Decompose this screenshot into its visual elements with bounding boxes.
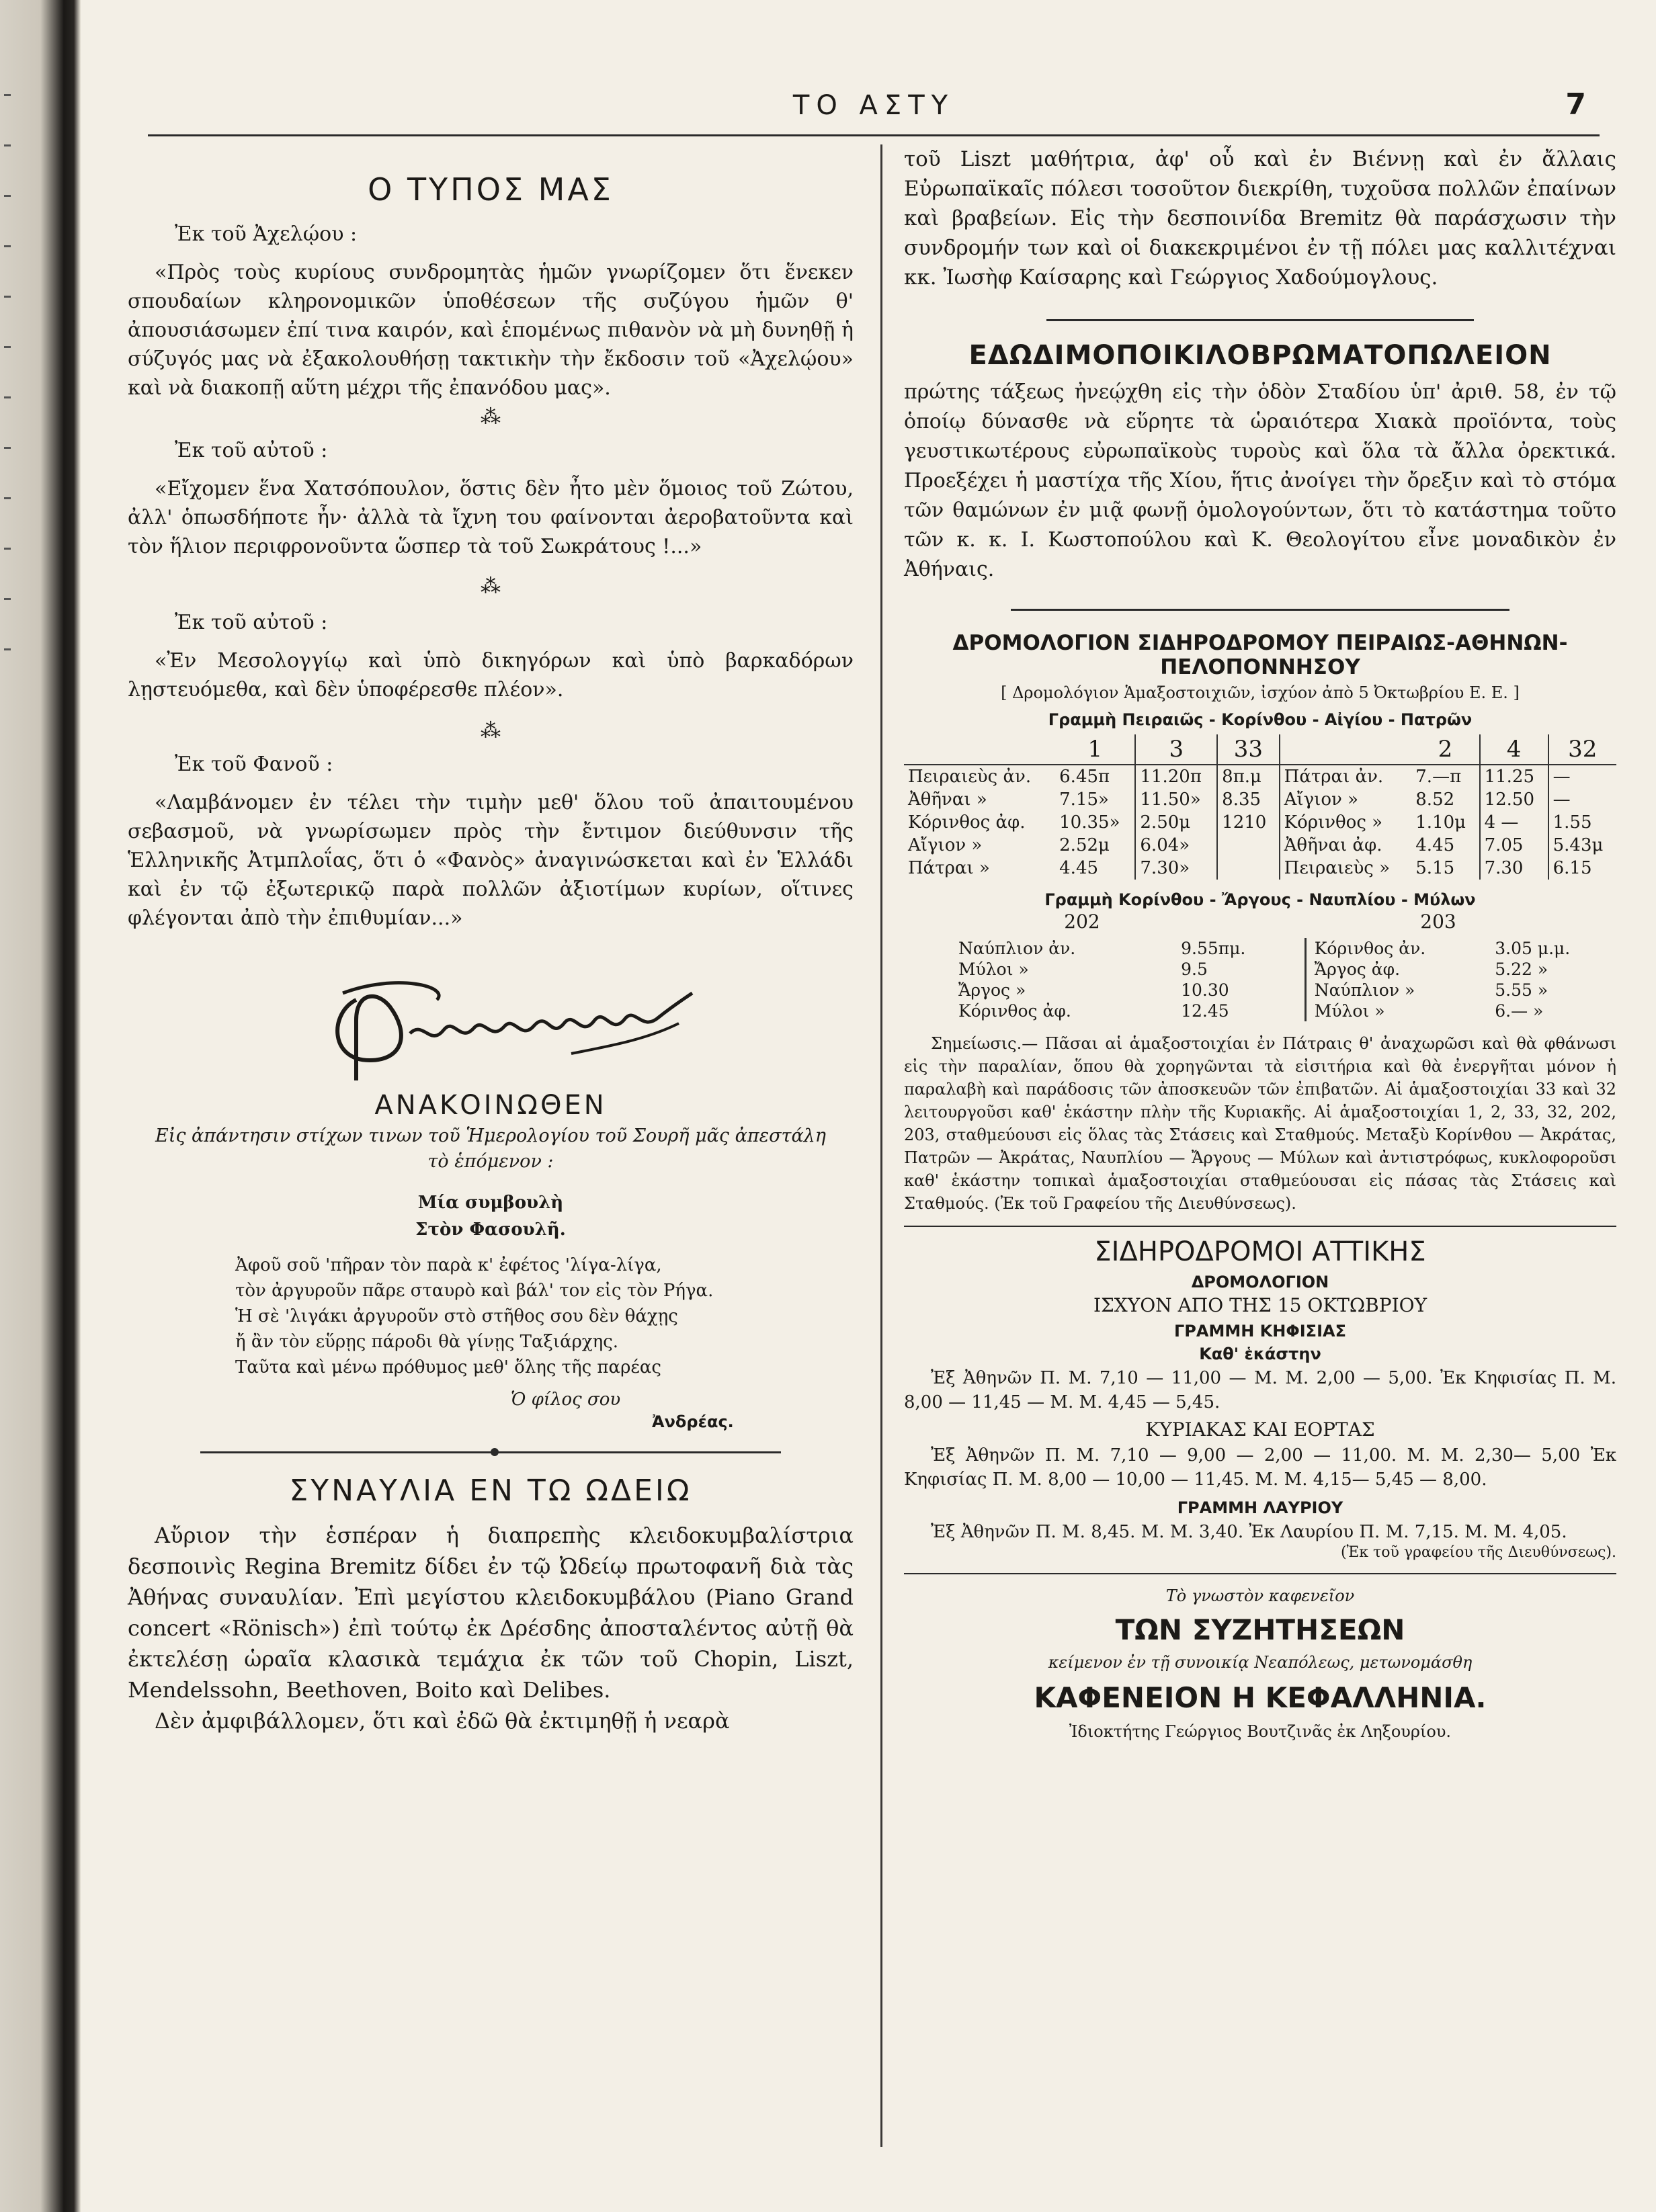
table-cell: Ναύπλιον ἀν. — [958, 939, 1076, 958]
entry-source: Ἐκ τοῦ Ἀχελῴου : — [175, 222, 358, 246]
table-row — [1305, 980, 1615, 1001]
entry-text: «Ἐν Μεσολογγίῳ καὶ ὑπὸ δικηγόρων καὶ ὑπὸ βαρκαδόρων λῃστευόμεθα, καὶ δὲν ὑποφέρεσθε πλέον». — [128, 649, 854, 701]
ad-title: ΕΔΩΔΙΜΟΠΟΙΚΙΛΟΒΡΩΜΑΤΟΠΩΛΕΙΟΝ — [968, 340, 1552, 371]
table-cell: Κόρινθος ἀφ. — [908, 812, 1026, 833]
table-header — [904, 734, 1055, 765]
table-cell: Ἀθῆναι ἀφ. — [1280, 834, 1412, 857]
table-cell: 10.35» — [1059, 812, 1120, 833]
section-divider — [1046, 319, 1474, 321]
ad-name: ΤΩΝ ΣΥΖΗΤΗΣΕΩΝ — [1115, 1613, 1405, 1646]
table-cell: Πειραιεὺς » — [1280, 857, 1412, 880]
section-synavlia — [128, 1474, 854, 1736]
article-text: Αὔριον τὴν ἑσπέραν ἡ διαπρεπὴς κλειδοκυμβαλίστρια δεσποινὶς Regina Bremitz δίδει ἐν τῷ Ὠδείῳ πρωτοφανῆ διὰ τὰς Ἀθήνας συναυλίαν. Ἐπὶ μεγίστου κλειδοκυμβάλου (Piano Grand concert «Rönisch») ἐπὶ τούτῳ ἐκ Δρέσδης ἀποσταλέντος αὐτῇ θὰ ἐκτελέσῃ ὡραῖα κλασικὰ τεμάχια ἐκ τῶν τοῦ Chopin, Liszt, Mendelssohn, Beethoven, Boito καὶ Delibes. — [128, 1523, 854, 1703]
timetable-main — [904, 734, 1616, 880]
table-cell: 5.43μ — [1548, 834, 1616, 857]
poem-line: Ἡ σὲ 'λιγάκι ἀργυροῦν στὸ στῆθος σου δὲν θάχῃς — [235, 1306, 678, 1326]
table-cell: Κόρινθος ἀφ. — [958, 1001, 1071, 1021]
ad-intro: Τὸ γνωστὸν καφενεῖον — [1165, 1586, 1355, 1605]
timetable-title: ΔΡΟΜΟΛΟΓΙΟΝ ΣΙΔΗΡΟΔΡΟΜΟΥ ΠΕΙΡΑΙΩΣ-ΑΘΗΝΩΝ-ΠΕΛΟΠΟΝΝΗΣΟΥ — [952, 631, 1568, 679]
ad-newname: ΚΑΦΕΝΕΙΟΝ Η ΚΕΦΑΛΛΗΝΙΑ. — [1034, 1681, 1487, 1714]
entry-text: «Εἴχομεν ἕνα Χατσόπουλον, ὅστις δὲν ἦτο μὲν ὅμοιος τοῦ Ζώτου, ἀλλ' ὁπωσδήποτε ἦν· ἀλλὰ τὰ ἴχνη του φαίνονται ἀεροβατοῦντα καὶ τὸν ἥλιον περιφρονοῦντα ὥσπερ τὰ τοῦ Σωκράτους !...» — [128, 477, 854, 558]
table-header: 4 — [1480, 734, 1548, 765]
table-cell: 11.50» — [1135, 788, 1217, 811]
schedule-source: (Ἐκ τοῦ γραφείου τῆς Διευθύνσεως). — [1340, 1544, 1616, 1561]
table-cell: — — [1548, 765, 1616, 788]
article-continued: τοῦ Liszt μαθήτρια, ἀφ' οὗ καὶ ἐν Βιέννῃ καὶ ἐν ἄλλαις Εὐρωπαϊκαῖς πόλεσι τοσοῦτον διεκρίθη, τυχοῦσα πολλῶν ἐπαίνων καὶ βραβείων. Εἰς τὴν δεσποινίδα Bremitz θὰ παράσχωσιν τὴν συνδρομήν των καὶ οἱ διακεκριμένοι ἐν τῇ πόλει μας καλλιτέχναι κκ. Ἰωσὴφ Καίσαρης καὶ Γεώργιος Χαδούμογλους. — [904, 147, 1616, 290]
table-row — [958, 938, 1305, 959]
table-cell: 7.05 — [1480, 834, 1548, 857]
schedule-text: Ἐξ Ἀθηνῶν Π. Μ. 7,10 — 11,00 — Μ. Μ. 2,00 — 5,00. Ἐκ Κηφισίας Π. Μ. 8,00 — 11,45 — Μ. Μ. 4,45 — 5,45. — [904, 1368, 1616, 1412]
table-cell: Κόρινθος » — [1280, 811, 1412, 834]
table-header-row — [904, 734, 1616, 765]
section-divider — [1011, 609, 1509, 611]
poem-closing: Ὁ φίλος σου — [511, 1390, 621, 1410]
table-cell: 8.52 — [1415, 790, 1455, 810]
table-header: 2 — [1411, 734, 1479, 765]
table-cell: Κόρινθος ἀν. — [1314, 939, 1426, 958]
table-cell: 7.—π — [1415, 767, 1462, 787]
table-row — [1305, 1001, 1615, 1021]
table-cell: 6.15 — [1548, 857, 1616, 880]
table-cell: 8.35 — [1217, 788, 1280, 811]
table-cell — [1217, 857, 1280, 880]
entry-source: Ἐκ τοῦ αὐτοῦ : — [175, 439, 328, 462]
table-cell: 7.15» — [1059, 790, 1109, 810]
line-title: Γραμμὴ Κορίνθου - Ἄργους - Ναυπλίου - Μύλων — [1044, 890, 1476, 909]
table-cell: 6.45π — [1059, 767, 1110, 787]
left-column — [128, 144, 854, 1736]
section-divider — [200, 1451, 781, 1453]
table-cell: Πάτραι ἀν. — [1280, 765, 1412, 788]
train-codes — [904, 910, 1616, 933]
poem-line: ἤ ἂν τὸν εὕρῃς πάροδι θὰ γίνῃς Ταξιάρχης. — [235, 1332, 619, 1352]
section-title: ΣΙΔΗΡΟΔΡΟΜΟΙ ΑΤΤΙΚΗΣ — [1094, 1236, 1426, 1267]
line-heading: ΚΥΡΙΑΚΑΣ ΚΑΙ ΕΟΡΤΑΣ — [1145, 1418, 1375, 1441]
ad-description: κείμενον ἐν τῇ συνοικίᾳ Νεαπόλεως, μετωνομάσθη — [1048, 1653, 1473, 1672]
table-row — [904, 857, 1616, 880]
entry-source: Ἐκ τοῦ Φανοῦ : — [175, 753, 333, 776]
table-cell: Ἀθῆναι » — [908, 790, 987, 810]
table-cell: 6.04» — [1135, 834, 1217, 857]
timetable-left — [958, 938, 1305, 1021]
table-cell: 1210 — [1217, 811, 1280, 834]
section-dromologion — [904, 631, 1616, 1215]
table-cell: 9.55πμ. — [1181, 939, 1246, 958]
ad-owner: Ἰδιοκτήτης Γεώργιος Βουτζινᾶς ἐκ Ληξουρίου. — [1069, 1722, 1452, 1741]
column-divider — [880, 144, 882, 2147]
section-kafeneion — [904, 1586, 1616, 1741]
ad-text: πρώτης τάξεως ἠνεῴχθη εἰς τὴν ὁδὸν Σταδίου ὑπ' ἀριθ. 58, ἐν τῷ ὁποίῳ δύνασθε νὰ εὕρητε τὰ ὡραιότερα Χιακὰ προϊόντα, τοὺς γευστικωτέρους εὐρωπαϊκοὺς τυροὺς καὶ ὅλα τὰ ἄλλα ὀρεκτικά. Προεξέχει ἡ μαστίχα τῆς Χίου, ἥτις ἀνοίγει τὴν ὄρεξιν καὶ τὸ στόμα τῶν θαμώνων ἐν μιᾷ φωνῇ ὁμολογούντων, ὅτι τὸ κατάστημα τοῦτο τῶν κ. κ. Ι. Κωστοπούλου καὶ Κ. Θεολογίτου εἶνε μοναδικὸν ἐν Ἀθήναις. — [904, 380, 1616, 581]
table-cell: 11.20π — [1135, 765, 1217, 788]
line-title: Γραμμὴ Πειραιῶς - Κορίνθου - Αἰγίου - Πατρῶν — [1048, 710, 1473, 729]
intro-text: Εἰς ἀπάντησιν στίχων τινων τοῦ Ἡμερολογίου τοῦ Σουρῆ μᾶς ἀπεστάλη τὸ ἑπόμενον : — [155, 1125, 826, 1172]
table-cell: 5.15 — [1415, 858, 1455, 878]
subheading: ΙΣΧΥΟΝ ΑΠΟ ΤΗΣ 15 ΟΚΤΩΒΡΙΟΥ — [1093, 1294, 1427, 1316]
table-cell: — — [1548, 788, 1616, 811]
table-cell: 5.22 » — [1495, 960, 1548, 979]
entry-text: «Λαμβάνομεν ἐν τέλει τὴν τιμὴν μεθ' ὅλου τοῦ ἀπαιτουμένου σεβασμοῦ, νὰ γνωρίσωμεν πρὸς τὴν ἔντιμον διεύθυνσιν τῆς Ἑλληνικῆς Ἀτμπλοΐας, ὅτι ὁ «Φανὸς» ἀναγινώσκεται καὶ ἐν Ἑλλάδι καὶ ἐν τῷ ἐξωτερικῷ παρὰ πολλῶν ἀξιοτίμων κυρίων, οἵτινες φλέγονται ἀπὸ τὴν ἐπιθυμίαν...» — [128, 791, 854, 930]
table-row — [904, 811, 1616, 834]
timetable-right — [1305, 938, 1616, 1021]
newspaper-name: ΤΟ ΑΣΤΥ — [792, 90, 955, 121]
subheading: ΔΡΟΜΟΛΟΓΙΟΝ — [1191, 1273, 1329, 1291]
table-cell: 8π.μ — [1217, 765, 1280, 788]
table-cell: Αἴγιον » — [908, 835, 983, 855]
section-divider — [904, 1226, 1616, 1227]
poem-heading: Μία συμβουλὴ — [417, 1193, 564, 1213]
table-cell: Ἄργος » — [958, 980, 1026, 1000]
table-cell: Αἴγιον » — [1280, 788, 1412, 811]
table-cell: Μύλοι » — [1314, 1001, 1385, 1021]
handwritten-signature — [316, 953, 706, 1080]
table-cell: 12.45 — [1181, 1001, 1229, 1021]
timetable-subtitle: [ Δρομολόγιον Ἁμαξοστοιχιῶν, ἰσχύον ἀπὸ 5 Ὀκτωβρίου Ε. Ε. ] — [1001, 683, 1520, 702]
section-anakoinothen — [128, 1090, 854, 1431]
section-title: ΑΝΑΚΟΙΝΩΘΕΝ — [374, 1090, 607, 1121]
table-cell: 6.— » — [1495, 1001, 1544, 1021]
train-code: 203 — [1420, 910, 1456, 933]
timetable-note: Σημείωσις.— Πᾶσαι αἱ ἁμαξοστοιχίαι ἐν Πάτραις θ' ἀναχωρῶσι καὶ θὰ φθάνωσι εἰς τὴν παραλίαν, ὅπου θὰ χορηγῶνται τὰ εἰσιτήρια καὶ θὰ ἐνεργῆται μόνον ἡ παραλαβὴ καὶ παράδοσις τῶν ἀποσκευῶν τῶν ἐπιβατῶν. Αἱ ἁμαξοστοιχίαι 33 καὶ 32 λειτουργοῦσι καθ' ἑκάστην πλὴν τῆς Κυριακῆς. Αἱ ἁμαξοστοιχίαι 1, 2, 33, 32, 202, 203, σταθμεύουσι εἰς ὅλας τὰς Στάσεις καὶ Σταθμούς. Μεταξὺ Κορίνθου — Ἀκράτας, Πατρῶν — Ἀκράτας, Ναυπλίου — Ἄργους — Μύλων καὶ ἀντιστρόφως, κυκλοφοροῦσι καθ' ἑκάστην τοπικαὶ ἁμαξοστοιχίαι σταθμεύουσαι εἰς πάσας τὰς Στάσεις καὶ Σταθμούς. (Ἐκ τοῦ Γραφείου τῆς Διευθύνσεως). — [904, 1034, 1616, 1213]
entry-text: «Πρὸς τοὺς κυρίους συνδρομητὰς ἡμῶν γνωρίζομεν ὅτι ἕνεκεν σπουδαίων κληρονομικῶν ὑποθέσεων τῆς συζύγου ἡμῶν θ' ἀπουσιάσωμεν ἐπί τινα καιρόν, καὶ ἑπομένως πιθανὸν νὰ μὴ δυνηθῇ ἡ σύζυγός μας νὰ ἐξακολουθήσῃ τακτικὴν τὴν ἔκδοσιν τοῦ «Ἀχελῴου» καὶ νὰ διακοπῇ αὕτη μέχρι τῆς ἐπανόδου μας». — [128, 261, 854, 400]
poem-subheading: Στὸν Φασουλῆ. — [415, 1220, 566, 1240]
article-text-tail: Δὲν ἀμφιβάλλομεν, ὅτι καὶ ἐδῶ θὰ ἐκτιμηθῇ ἡ νεαρὰ — [155, 1708, 730, 1734]
page-header — [148, 81, 1600, 136]
section-edodimo — [904, 340, 1616, 585]
table-cell: 2.52μ — [1059, 835, 1110, 855]
table-cell: 11.25 — [1480, 765, 1548, 788]
schedule-text: Ἐξ Ἀθηνῶν Π. Μ. 7,10 — 9,00 — 2,00 — 11,00. Μ. Μ. 2,30— 5,00 Ἐκ Κηφισίας Π. Μ. 8,00 — 10,00 — 11,45. Μ. Μ. 4,15— 5,45 — 8,00. — [904, 1445, 1616, 1490]
line-heading: Καθ' ἑκάστην — [1199, 1345, 1321, 1363]
table-cell: 7.30» — [1135, 857, 1217, 880]
table-header: 33 — [1217, 734, 1280, 765]
section-title: Ο ΤΥΠΟΣ ΜΑΣ — [368, 171, 614, 208]
table-row — [904, 788, 1616, 811]
table-row — [958, 959, 1305, 980]
table-cell — [1217, 834, 1280, 857]
table-cell: 3.05 μ.μ. — [1495, 939, 1571, 958]
section-attiki — [904, 1236, 1616, 1561]
table-row — [904, 765, 1616, 788]
poem-signature: Ἀνδρέας. — [652, 1412, 734, 1431]
asterism: ⁂ — [481, 575, 501, 598]
table-cell: 10.30 — [1181, 980, 1229, 1000]
table-cell: 9.5 — [1181, 960, 1208, 979]
table-row — [958, 980, 1305, 1001]
table-header: 32 — [1548, 734, 1616, 765]
table-cell: Ναύπλιον » — [1314, 980, 1415, 1000]
table-cell: Ἄργος ἀφ. — [1314, 960, 1401, 979]
table-cell: Πάτραι » — [908, 858, 990, 878]
table-header — [1280, 734, 1412, 765]
table-header: 1 — [1055, 734, 1135, 765]
poem-line: Ἀφοῦ σοῦ 'πῆραν τὸν παρὰ κ' ἐφέτος 'λίγα-λίγα, — [235, 1255, 662, 1275]
poem-line: τὸν ἀργυροῦν πᾶρε σταυρὸ καὶ βάλ' τον εἰς τὸν Ρήγα. — [235, 1281, 714, 1301]
table-cell: 4.45 — [1059, 858, 1099, 878]
entry-source: Ἐκ τοῦ αὐτοῦ : — [175, 611, 328, 634]
train-code: 202 — [1064, 910, 1100, 933]
right-column — [904, 144, 1616, 1741]
section-divider — [904, 1573, 1616, 1574]
table-row — [958, 1001, 1305, 1021]
table-row — [904, 834, 1616, 857]
table-row — [1305, 938, 1615, 959]
table-cell: 4 — — [1480, 811, 1548, 834]
schedule-text: Ἐξ Ἀθηνῶν Π. Μ. 8,45. Μ. Μ. 3,40. Ἐκ Λαυρίου Π. Μ. 7,15. Μ. Μ. 4,05. — [931, 1522, 1567, 1542]
asterism: ⁂ — [481, 719, 501, 742]
table-cell: 5.55 » — [1495, 980, 1548, 1000]
table-cell: 12.50 — [1480, 788, 1548, 811]
line-heading: ΓΡΑΜΜΗ ΛΑΥΡΙΟΥ — [1177, 1498, 1343, 1517]
table-cell: 1.55 — [1548, 811, 1616, 834]
table-cell: Πειραιεὺς ἀν. — [908, 767, 1032, 787]
line-heading: ΓΡΑΜΜΗ ΚΗΦΙΣΙΑΣ — [1174, 1322, 1346, 1341]
page-number: 7 — [1565, 87, 1586, 122]
table-cell: 4.45 — [1415, 835, 1455, 855]
table-row — [1305, 959, 1615, 980]
section-typos — [128, 171, 854, 1090]
poem — [128, 1252, 854, 1380]
table-cell: 7.30 — [1480, 857, 1548, 880]
table-cell: 1.10μ — [1415, 812, 1466, 833]
section-title: ΣΥΝΑΥΛΙΑ ΕΝ ΤΩ ΩΔΕΙΩ — [289, 1474, 692, 1508]
asterism: ⁂ — [481, 405, 501, 429]
timetable-secondary — [904, 938, 1616, 1021]
table-header: 3 — [1135, 734, 1217, 765]
table-cell: 2.50μ — [1135, 811, 1217, 834]
poem-line: Ταῦτα καὶ μένω πρόθυμος μεθ' ὅλης τῆς παρέας — [235, 1357, 661, 1377]
edge-marks — [4, 94, 17, 900]
table-cell: Μύλοι » — [958, 960, 1029, 979]
